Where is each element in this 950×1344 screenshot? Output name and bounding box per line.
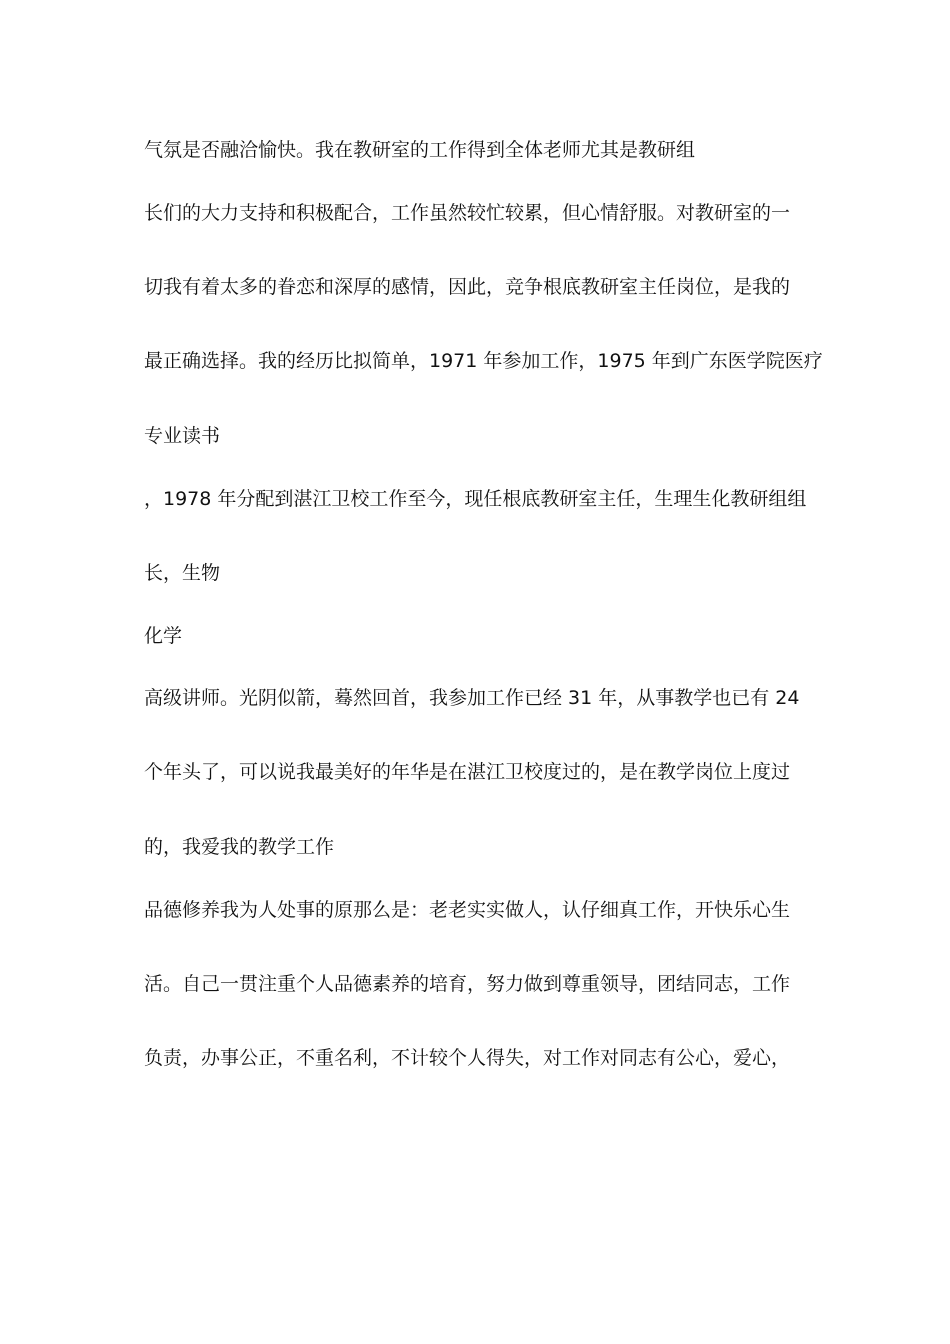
text-line: 气氛是否融洽愉快。我在教研室的工作得到全体老师尤其是教研组 — [144, 139, 696, 161]
text-line: 高级讲师。光阴似箭，蓦然回首，我参加工作已经 31 年，从事教学也已有 24 — [144, 687, 800, 709]
text-line: 长，生物 — [144, 562, 221, 584]
text-line: 的，我爱我的教学工作 — [144, 836, 335, 858]
text-line: 活。自己一贯注重个人品德素养的培育，努力做到尊重领导，团结同志，工作 — [144, 973, 791, 995]
text-line: 化学 — [144, 625, 183, 647]
text-line: 品德修养我为人处事的原那么是：老老实实做人，认仔细真工作，开快乐心生 — [144, 899, 791, 921]
text-line: 负责，办事公正，不重名利，不计较个人得失，对工作对同志有公心，爱心， — [144, 1047, 791, 1069]
text-line: 长们的大力支持和积极配合，工作虽然较忙较累，但心情舒服。对教研室的一 — [144, 202, 791, 224]
text-line: ，1978 年分配到湛江卫校工作至今，现任根底教研室主任，生理生化教研组组 — [144, 488, 807, 510]
text-line: 最正确选择。我的经历比拟简单，1971 年参加工作，1975 年到广东医学院医疗 — [144, 350, 823, 372]
text-line: 个年头了，可以说我最美好的年华是在湛江卫校度过的，是在教学岗位上度过 — [144, 761, 791, 783]
text-line: 切我有着太多的眷恋和深厚的感情，因此，竞争根底教研室主任岗位，是我的 — [144, 276, 791, 298]
text-line: 专业读书 — [144, 425, 221, 447]
